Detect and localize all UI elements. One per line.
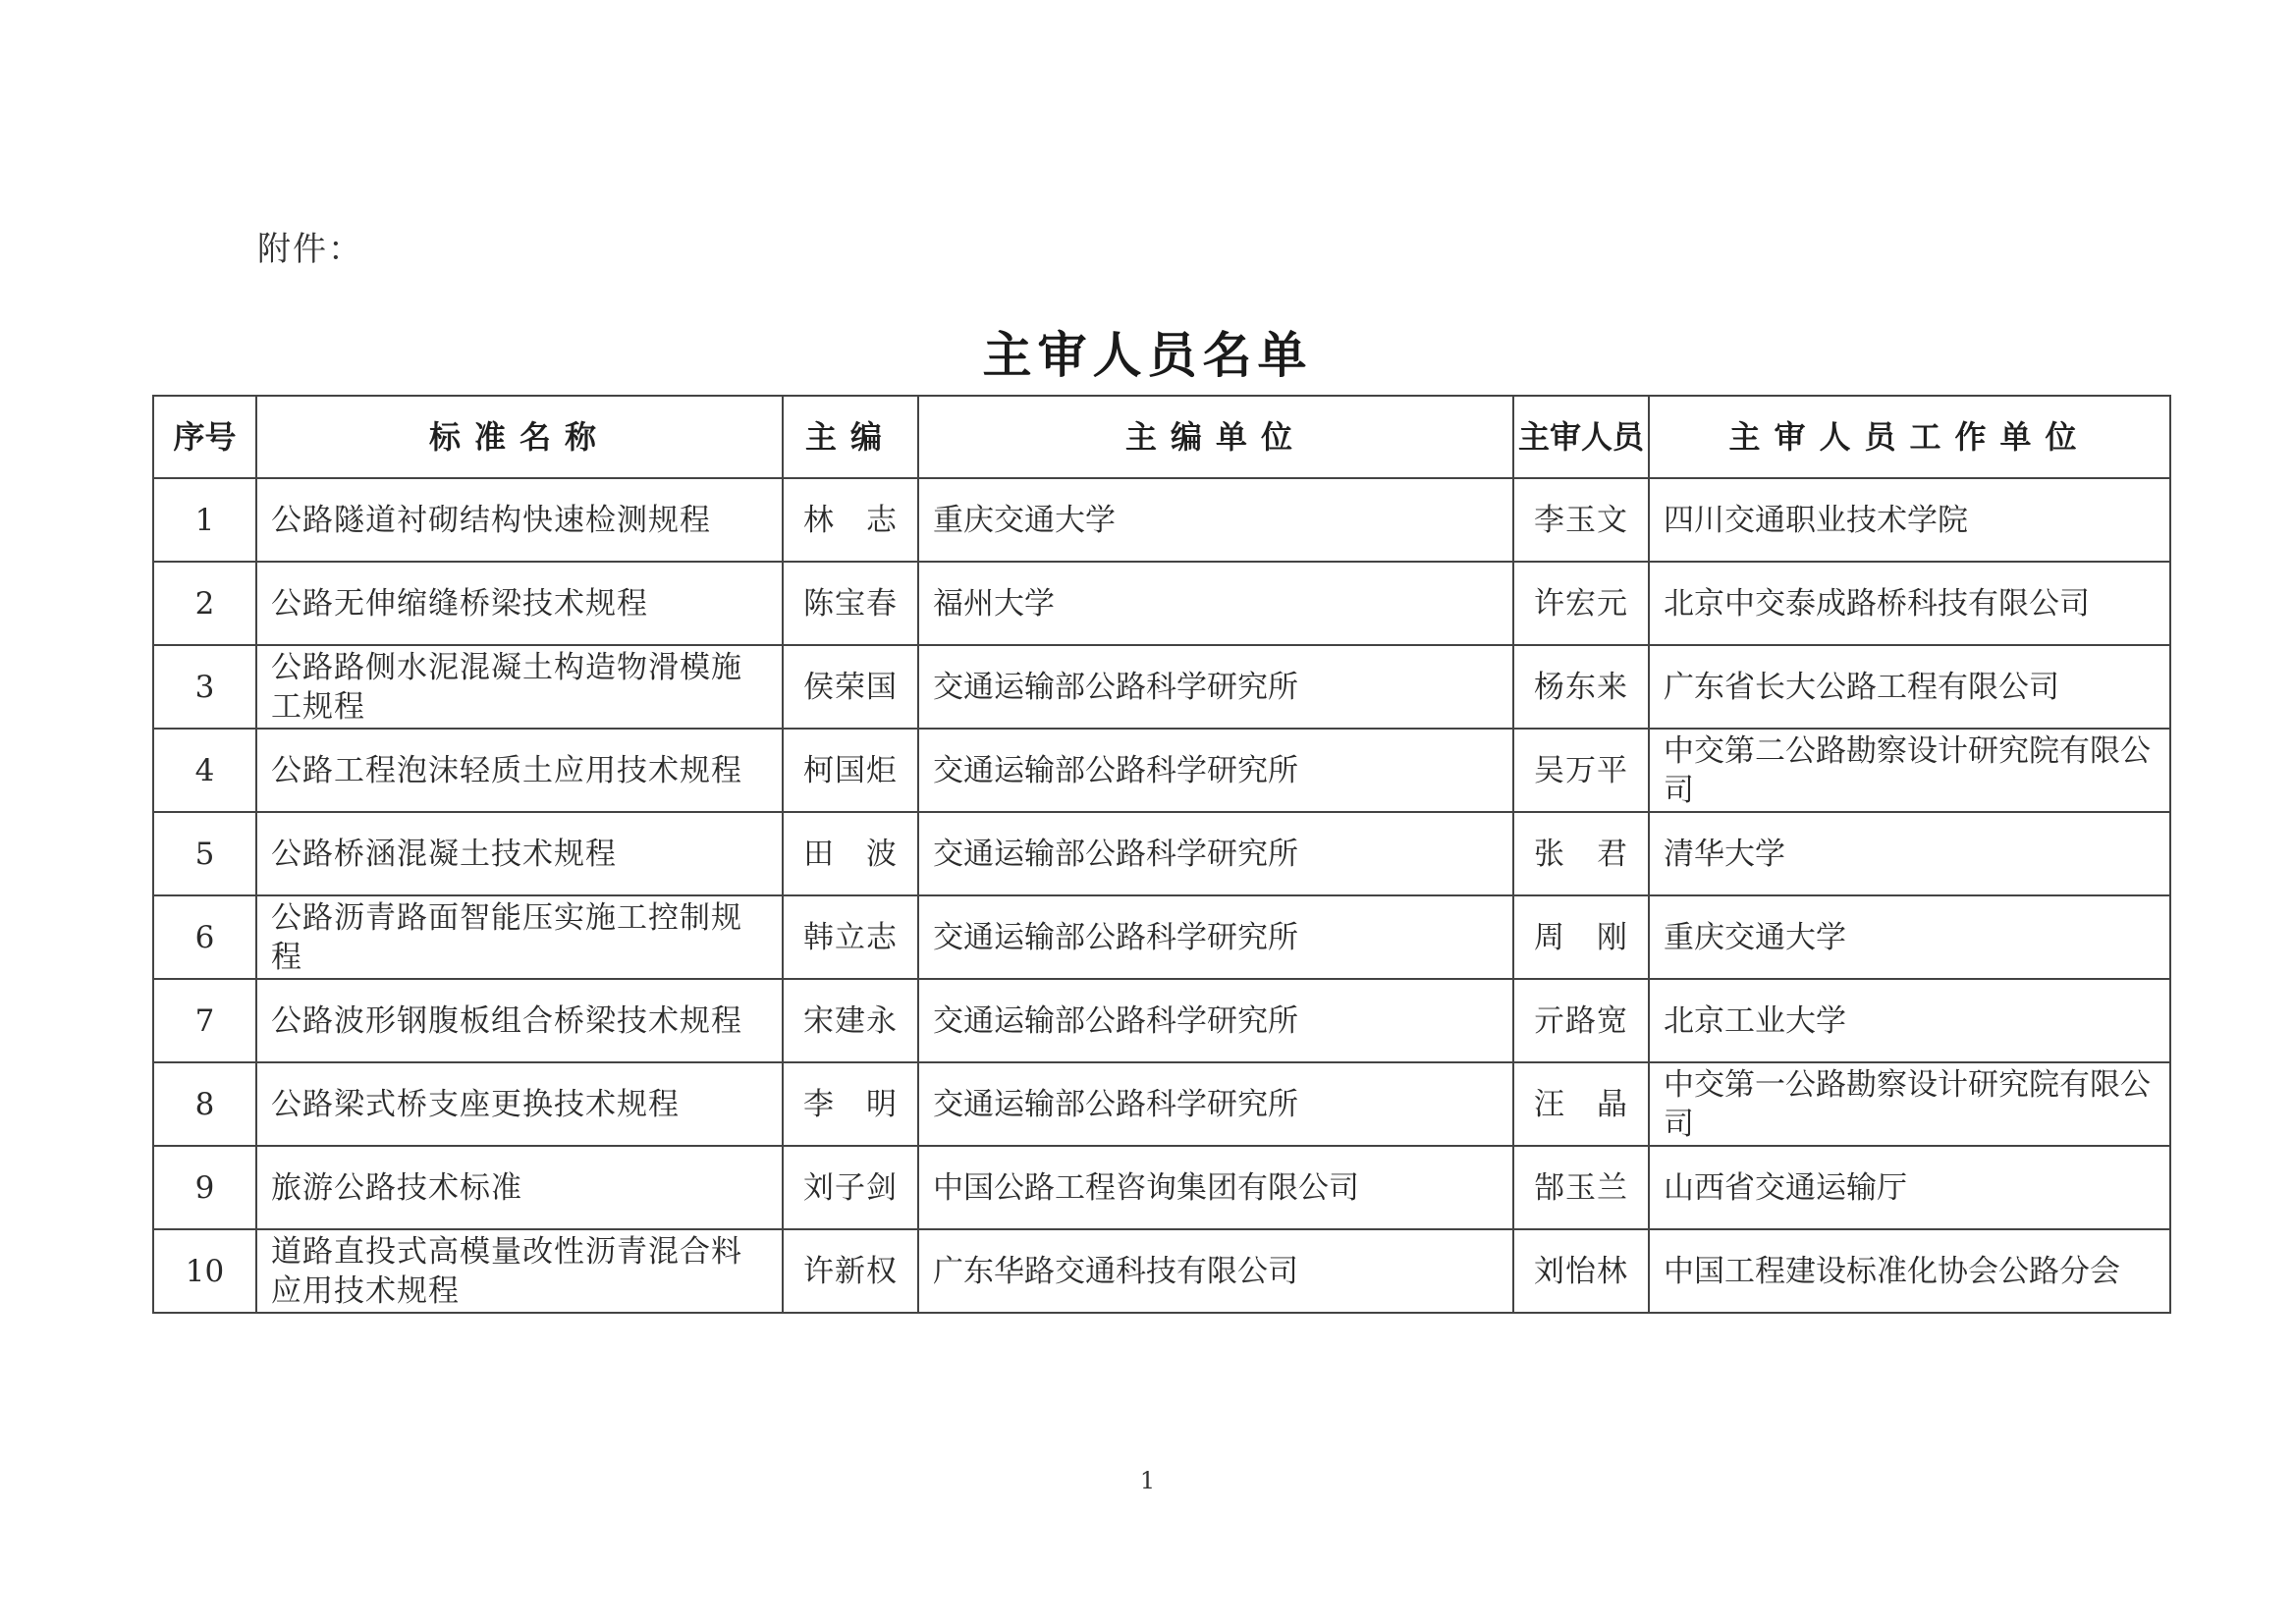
table-row [153, 1229, 2170, 1313]
document-title: 主审人员名单 [982, 327, 1313, 384]
cell-standard-name: 公路桥涵混凝土技术规程 [256, 812, 783, 895]
cell-chief-editor: 韩立志 [783, 895, 918, 979]
cell-chief-editor: 陈宝春 [783, 562, 918, 645]
cell-chief-editor: 许新权 [783, 1229, 918, 1313]
cell-reviewer: 张 君 [1513, 812, 1649, 895]
cell-chief-editor-unit: 中国公路工程咨询集团有限公司 [918, 1146, 1513, 1229]
cell-reviewer-unit: 重庆交通大学 [1649, 895, 2170, 979]
reviewer-roster-table [152, 395, 2171, 1314]
cell-index: 4 [153, 729, 256, 812]
header-reviewer-unit: 主审人员工作单位 [1649, 396, 2170, 478]
cell-index: 2 [153, 562, 256, 645]
header-chief-editor-unit: 主编单位 [918, 396, 1513, 478]
attachment-label: 附件： [257, 230, 363, 269]
table-row [153, 979, 2170, 1062]
cell-index: 10 [153, 1229, 256, 1313]
cell-reviewer: 许宏元 [1513, 562, 1649, 645]
cell-chief-editor-unit: 福州大学 [918, 562, 1513, 645]
cell-chief-editor-unit: 交通运输部公路科学研究所 [918, 645, 1513, 729]
table-row [153, 1146, 2170, 1229]
cell-reviewer-unit: 北京中交泰成路桥科技有限公司 [1649, 562, 2170, 645]
cell-reviewer: 周 刚 [1513, 895, 1649, 979]
header-chief-editor: 主编 [783, 396, 918, 478]
cell-standard-name: 公路沥青路面智能压实施工控制规程 [256, 895, 783, 979]
cell-chief-editor: 李 明 [783, 1062, 918, 1146]
cell-reviewer: 刘怡林 [1513, 1229, 1649, 1313]
cell-reviewer-unit: 北京工业大学 [1649, 979, 2170, 1062]
cell-standard-name: 道路直投式高模量改性沥青混合料应用技术规程 [256, 1229, 783, 1313]
cell-chief-editor-unit: 交通运输部公路科学研究所 [918, 895, 1513, 979]
cell-chief-editor: 柯国炬 [783, 729, 918, 812]
cell-chief-editor: 林 志 [783, 478, 918, 562]
cell-chief-editor: 宋建永 [783, 979, 918, 1062]
cell-reviewer: 郜玉兰 [1513, 1146, 1649, 1229]
header-reviewer: 主审人员 [1513, 396, 1649, 478]
cell-index: 8 [153, 1062, 256, 1146]
cell-standard-name: 公路工程泡沫轻质土应用技术规程 [256, 729, 783, 812]
page-number: 1 [1139, 1467, 1156, 1494]
table-row [153, 729, 2170, 812]
table-header-row [153, 396, 2170, 478]
cell-chief-editor-unit: 重庆交通大学 [918, 478, 1513, 562]
cell-reviewer-unit: 中国工程建设标准化协会公路分会 [1649, 1229, 2170, 1313]
cell-reviewer: 汪 晶 [1513, 1062, 1649, 1146]
cell-standard-name: 公路无伸缩缝桥梁技术规程 [256, 562, 783, 645]
cell-index: 5 [153, 812, 256, 895]
cell-chief-editor-unit: 广东华路交通科技有限公司 [918, 1229, 1513, 1313]
cell-reviewer-unit: 山西省交通运输厅 [1649, 1146, 2170, 1229]
cell-standard-name: 公路路侧水泥混凝土构造物滑模施工规程 [256, 645, 783, 729]
table-row [153, 895, 2170, 979]
cell-chief-editor-unit: 交通运输部公路科学研究所 [918, 979, 1513, 1062]
table-row [153, 478, 2170, 562]
cell-index: 3 [153, 645, 256, 729]
cell-reviewer: 吴万平 [1513, 729, 1649, 812]
cell-reviewer-unit: 清华大学 [1649, 812, 2170, 895]
cell-chief-editor-unit: 交通运输部公路科学研究所 [918, 812, 1513, 895]
header-index: 序号 [153, 396, 256, 478]
cell-standard-name: 公路隧道衬砌结构快速检测规程 [256, 478, 783, 562]
header-standard-name: 标准名称 [256, 396, 783, 478]
cell-index: 9 [153, 1146, 256, 1229]
cell-reviewer-unit: 中交第二公路勘察设计研究院有限公司 [1649, 729, 2170, 812]
cell-index: 7 [153, 979, 256, 1062]
cell-chief-editor-unit: 交通运输部公路科学研究所 [918, 729, 1513, 812]
cell-reviewer: 亓路宽 [1513, 979, 1649, 1062]
table-row [153, 645, 2170, 729]
cell-standard-name: 公路梁式桥支座更换技术规程 [256, 1062, 783, 1146]
cell-reviewer: 李玉文 [1513, 478, 1649, 562]
cell-chief-editor: 刘子剑 [783, 1146, 918, 1229]
cell-chief-editor-unit: 交通运输部公路科学研究所 [918, 1062, 1513, 1146]
table-row [153, 812, 2170, 895]
cell-chief-editor: 田 波 [783, 812, 918, 895]
cell-index: 1 [153, 478, 256, 562]
cell-reviewer-unit: 广东省长大公路工程有限公司 [1649, 645, 2170, 729]
cell-reviewer: 杨东来 [1513, 645, 1649, 729]
cell-standard-name: 旅游公路技术标准 [256, 1146, 783, 1229]
table-row [153, 562, 2170, 645]
cell-standard-name: 公路波形钢腹板组合桥梁技术规程 [256, 979, 783, 1062]
cell-chief-editor: 侯荣国 [783, 645, 918, 729]
cell-reviewer-unit: 中交第一公路勘察设计研究院有限公司 [1649, 1062, 2170, 1146]
cell-reviewer-unit: 四川交通职业技术学院 [1649, 478, 2170, 562]
cell-index: 6 [153, 895, 256, 979]
table-row [153, 1062, 2170, 1146]
